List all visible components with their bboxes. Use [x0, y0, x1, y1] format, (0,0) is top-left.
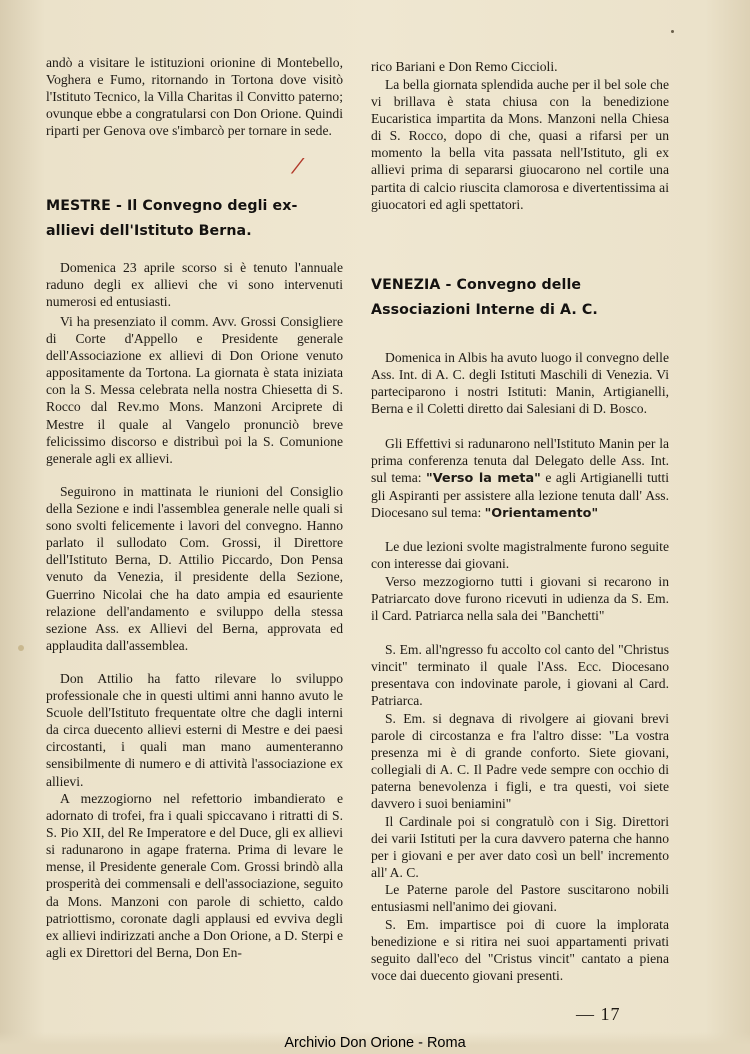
theme-orientamento: "Orientamento" — [484, 506, 599, 522]
continued-line: rico Bariani e Don Remo Ciccioli. — [371, 59, 558, 74]
mestre-paragraph-4: Don Attilio ha fatto rilevare lo sviluppo professionale che in questi ultimi anni hanno avuto le Scuole dell'Istituto frequentate oltre che dagli interni da circa duecento allievi esterni di Mestre e dei paesi circostanti, i quali man mano aumenteranno sensibilmente di numero e di attività l'associazione ex allievi. — [46, 671, 343, 789]
mestre-heading: MESTRE - Il Convegno degli ex-allievi dell'Istituto Berna. — [46, 198, 298, 239]
archive-footer: Archivio Don Orione - Roma — [0, 1032, 750, 1054]
mestre-paragraph-5: A mezzogiorno nel refettorio imbandierato e adornato di trofei, fra i quali spiccavano i ritratti di S. S. Pio XII, del Re Imperatore e del Duce, gli ex allievi si radunarono in agape fraterna. Prima di levare le mense, il Presidente generale Com. Grossi brindò alla prosperità dei commensali e dell'associazione, seguito da Mons. Manzoni con parole di schietto, caldo patriottismo, coronate dagli applausi ed evviva degli ex allievi indirizzati anche a Don Orione, a D. Sterpi e agli ex Direttori del Berna, Don En- — [46, 791, 343, 960]
venezia-paragraph-6: S. Em. si degnava di rivolgere ai giovani brevi parole di circostanza e fra l'altro disse: "La vostra presenza mi è di grande conforto. Siete giovani, collegiali di A. C. Il Padre vede sempre con occhio di paterna benevolenza i figli, e tra questi, voi siete davvero i suoi beniamini" — [371, 711, 669, 812]
mestre-paragraph-3: Seguirono in mattinata le riunioni del Consiglio della Sezione e indi l'assemblea generale nelle quali si sono svolti felicemente i lavori del convegno. Hanno parlato il sullodato Com. Grossi, il Direttore dell'Istituto Berna, D. Attilio Piccardo, Don Pensa venuto da Venezia, il presidente della Sezione, Guerrino Nicolai che ha dato ampia ed esauriente relazione dell'andamento e sviluppo della stessa sezione Ass. ex Allievi del Berna, approvata ed applaudita dall'assemblea. — [46, 484, 343, 653]
binding-hole — [18, 645, 24, 651]
venezia-paragraph-5: S. Em. all'ngresso fu accolto col canto del "Christus vincit" terminato il quale l'Ass. Ecc. Diocesano presentava con indovinate parole, i giovani al Card. Patriarca. — [371, 642, 669, 709]
venezia-paragraph-3: Le due lezioni svolte magistralmente furono seguite con interesse dai giovani. — [371, 539, 669, 572]
venezia-paragraph-7: Il Cardinale poi si congratulò con i Sig. Direttori dei varii Istituti per la cura davvero paterna che hanno per i giovani e per aver dato così un bell' incremento all' A. C. — [371, 814, 669, 881]
page-number: — 17 — [576, 1004, 621, 1024]
mestre-paragraph-2: Vi ha presenziato il comm. Avv. Grossi Consigliere di Corte d'Appello e Presidente generale dell'Associazione ex allievi di Don Orione venuto appositamente da Tortona. La giornata è stata iniziata con la S. Messa celebrata nella nostra Chiesetta di S. Rocco dal Rev.mo Mons. Manzoni Arciprete di Mestre il quale al Vangelo pronunciò breve felicissimo discorso e distribuì poi la S. Comunione generale agli ex allievi. — [46, 314, 343, 466]
p2-text-a: Gli Effettivi si radunarono nell'Istituto Manin per la prima conferenza tenuta dal Delegato delle Ass. Int. sul tema: — [371, 436, 669, 486]
handwritten-mark: ⁄ — [296, 154, 300, 178]
mestre-paragraph-1: Domenica 23 aprile scorso si è tenuto l'annuale raduno degli ex allievi che vi sono intervenuti numerosi ed entusiasti. — [46, 260, 343, 310]
theme-verso-la-meta: "Verso la meta" — [426, 471, 541, 487]
venezia-paragraph-2 — [371, 435, 669, 522]
venezia-paragraph-1: Domenica in Albis ha avuto luogo il convegno delle Ass. Int. di A. C. degli Istituti Maschili di Venezia. Vi parteciparono i nostri Istituti: Manin, Artigianelli, Berna e il Coletti diretto dai Salesiani di D. Bosco. — [371, 350, 669, 417]
speck — [671, 30, 674, 33]
intro-paragraph: andò a visitare le istituzioni orionine di Montebello, Voghera e Fumo, ritornando in Tortona dove visitò l'Istituto Tecnico, la Villa Charitas il Convitto paterno; ovunque ebbe a congratularsi con Don Orione. Quindi riparti per Genova ove s'imbarcò per tornare in sede. — [46, 55, 343, 139]
venezia-paragraph-9: S. Em. impartisce poi di cuore la implorata benedizione e si ritira nei suoi appartamenti privati seguito dall'eco del "Cristus vincit" cantato a piena voce dai duecento giovani presenti. — [371, 917, 669, 984]
p2-text-c: e agli Artigianelli tutti gli Aspiranti per assistere alla lezione tenuta dall' Ass. Diocesano sul tema: — [371, 470, 669, 521]
mestre-closing-paragraph: La bella giornata splendida auche per il bel sole che vi brillava è stata chiusa con la benedizione Eucaristica impartita da Mons. Manzoni nella Chiesa di S. Rocco, dopo di che, quasi a rifarsi per un momento la bella vita passata nell'Istituto, gli ex allievi prima di separarsi giuocarono nel cortile una partita di calcio riuscita clamorosa e divertentissima ai giuocatori ed agli spettatori. — [371, 77, 669, 212]
venezia-paragraph-4: Verso mezzogiorno tutti i giovani si recarono in Patriarcato dove furono ricevuti in udienza da S. Em. il Card. Patriarca nella sala dei "Banchetti" — [371, 574, 669, 624]
venezia-heading: VENEZIA - Convegno delle Associazioni Interne di A. C. — [371, 277, 598, 318]
venezia-paragraph-8: Le Paterne parole del Pastore suscitarono nobili entusiasmi nell'animo dei giovani. — [371, 882, 669, 915]
